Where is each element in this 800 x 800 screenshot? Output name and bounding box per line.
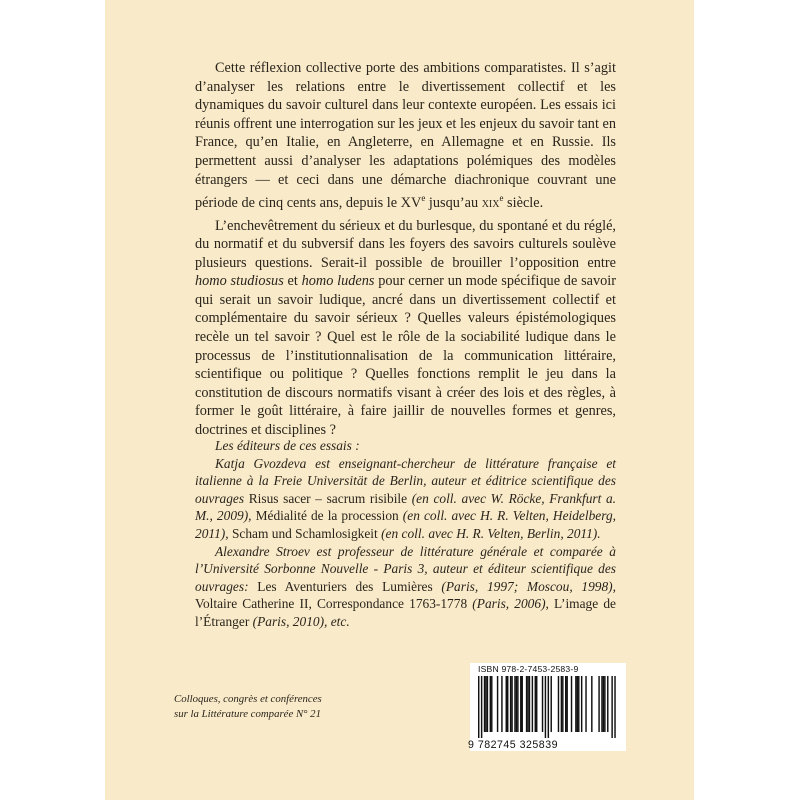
barcode-bar — [487, 676, 488, 732]
barcode-bar — [517, 676, 518, 732]
barcode-bar — [558, 676, 559, 732]
barcode-bar — [529, 676, 530, 732]
barcode-bar — [501, 676, 502, 732]
barcode-bar — [542, 676, 543, 732]
barcode-bar — [497, 676, 498, 732]
barcode-bar — [614, 676, 615, 738]
barcode-bar — [601, 676, 602, 732]
barcode-bar — [603, 676, 604, 732]
barcode-bar — [565, 676, 566, 732]
barcode-bar — [506, 676, 507, 732]
barcode-bar — [532, 676, 533, 732]
series-title — [174, 692, 414, 722]
barcode-bar — [520, 676, 521, 732]
barcode-bar — [516, 676, 517, 732]
barcode-bar — [551, 676, 552, 732]
barcode-bar — [566, 676, 567, 732]
barcode-bar — [545, 676, 546, 738]
blurb — [195, 59, 616, 440]
barcode-bar — [491, 676, 492, 732]
barcode-bar — [485, 676, 486, 732]
editors-heading: Les éditeurs de ces essais : — [215, 438, 360, 453]
barcode-bar — [575, 676, 576, 732]
barcode-bar — [561, 676, 562, 732]
barcode-bar — [522, 676, 523, 732]
barcode-bar — [490, 676, 491, 732]
editor-bio-stroev: Alexandre Stroev est professeur de littérature générale et comparée à l’Université Sorbonne Nouvelle - Paris 3, auteur et éditeur scientifique des ouvrages: Les Aventuriers des Lumières (Paris, 1997; Moscou, 1998), Voltaire Catherine II, Correspondance 1763-1778 (Paris, 2006), L’image de l’Étranger (Paris, 2010), etc. — [195, 543, 616, 629]
back-cover — [105, 0, 694, 800]
barcode-bar — [510, 676, 511, 732]
blurb-paragraph-2: L’enchevêtrement du sérieux et du burlesque, du spontané et du réglé, du normatif et du subversif dans les foyers des savoirs culturels soulève plusieurs questions. Serait-il possible de brouiller l’opposition entre homo studiosus et homo ludens pour cerner un mode spécifique de savoir qui serait un savoir ludique, ancré dans un divertissement collectif et complémentaire du savoir sérieux ? Quelles valeurs épistémologiques recèle un tel savoir ? Quel est le rôle de la sociabilité ludique dans le processus de l’institutionnalisation de la communication littéraire, scientifique ou politique ? Quelles fonctions remplit le jeu dans la constitution de discours normatifs visant à créer des lois et des règles, à former le goût littéraire, à faire jaillir de nouvelles formes et genres, doctrines et disciplines ? — [195, 217, 617, 439]
barcode-bar — [514, 676, 515, 732]
barcode-bar — [478, 676, 479, 738]
barcode-bar — [577, 676, 578, 732]
barcode-bar — [571, 676, 572, 732]
barcode-bar — [611, 676, 612, 738]
series-line-1: Colloques, congrès et conférences — [174, 693, 322, 705]
barcode-bar — [481, 676, 482, 738]
barcode-bar — [526, 676, 527, 732]
barcode-bar — [604, 676, 605, 732]
barcode-bar — [484, 676, 485, 732]
ean-digits: 9 782745 325839 — [468, 739, 558, 751]
barcode-bar — [562, 676, 563, 732]
barcode-bar — [578, 676, 579, 732]
series-line-2: sur la Littérature comparée N° 21 — [174, 708, 321, 720]
isbn-label: ISBN 978-2-7453-2583-9 — [478, 664, 579, 674]
barcode-bar — [507, 676, 508, 732]
barcode-bar — [548, 676, 549, 738]
barcode-bar — [581, 676, 582, 732]
barcode-bar — [585, 676, 586, 732]
barcode-bar — [527, 676, 528, 732]
barcode-bar — [535, 676, 536, 732]
barcode-bar — [598, 676, 599, 732]
barcode-bar — [536, 676, 537, 732]
barcode-bar — [591, 676, 592, 732]
blurb-paragraph-1: Cette réflexion collective porte des ambitions comparatistes. Il s’agit d’analyser les relations entre le divertissement collectif et les dynamiques du savoir culturel dans leur contexte européen. Les essais ici réunis offrent une interrogation sur les jeux et les enjeux du savoir tant en France, qu’en Italie, en Angleterre, en Allemagne et en Russie. Ils permettent aussi d’analyser les adaptations polémiques des modèles étrangers — et ceci dans une démarche diachronique couvrant une période de cinq cents ans, depuis le XVe jusqu’au xix$^e$ siècle. — [195, 60, 616, 211]
editor-bio-gvozdeva: Katja Gvozdeva est enseignant-chercheur de littérature française et italienne à la Freie Universität de Berlin, auteur et éditrice scientifique des ouvrages Risus sacer – sacrum risibile (en coll. avec W. Röcke, Frankfurt a. M., 2009), Médialité de la procession (en coll. avec H. R. Velten, Heidelberg, 2011), Scham und Schamlosigkeit (en coll. avec H. R. Velten, Berlin, 2011). — [195, 455, 616, 541]
editors-section — [195, 437, 616, 631]
barcode-bar — [511, 676, 512, 732]
barcode — [475, 676, 625, 738]
barcode-bar — [607, 676, 608, 732]
